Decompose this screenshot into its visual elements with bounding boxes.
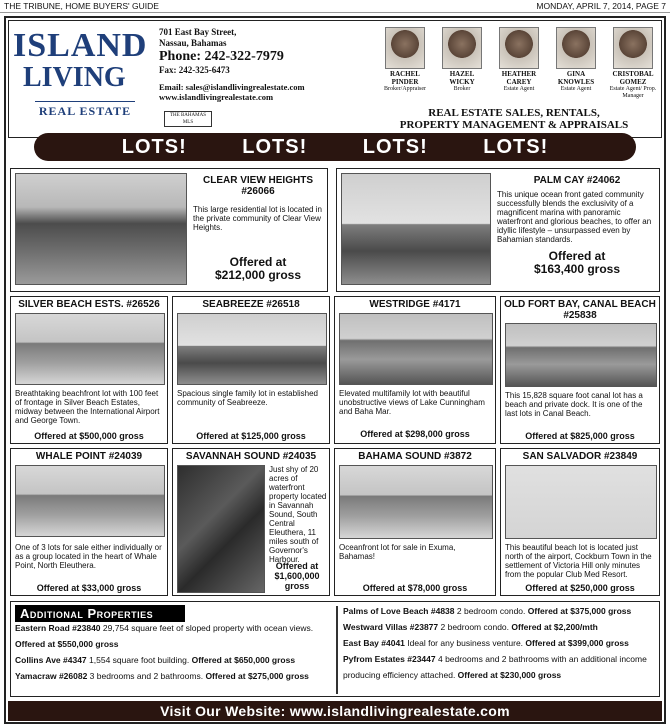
listing-silver-beach	[10, 296, 168, 444]
listing-price: Offered at $298,000 gross	[360, 429, 470, 439]
listing-price: Offered at $500,000 gross	[34, 431, 144, 441]
listing-title: BAHAMA SOUND #3872	[358, 451, 472, 462]
listing-price: $1,600,000	[274, 571, 320, 581]
contact-info	[159, 27, 369, 102]
property-price: Offered at $230,000 gross	[455, 670, 562, 680]
address-line-2: Nassau, Bahamas	[159, 38, 227, 48]
gross-label: gross	[284, 581, 310, 591]
agent-card	[607, 27, 659, 107]
agent-photo	[499, 27, 539, 69]
mls-badge: THE BAHAMAS MLS	[164, 111, 212, 127]
listing-photo	[15, 313, 165, 385]
listing-title: SAVANNAH SOUND #24035	[185, 451, 317, 462]
listing-photo	[505, 323, 657, 387]
agent-role: Estate Agent/ Prop. Manager	[609, 86, 657, 99]
listing-description: This unique ocean front gated community successfully blends the exclusivity of a magnificent marina with panoramic waterfront and glorious beaches, to offer an idyllic lifestyle – unsurpassed even by Bahamian standards.	[497, 190, 652, 244]
listing-clear-view-heights	[10, 168, 328, 292]
agent-role: Estate Agent	[503, 86, 535, 92]
offered-label: Offered at	[275, 561, 319, 571]
lots-banner-word: LOTS!	[121, 135, 187, 158]
page-header-bar	[0, 0, 670, 13]
agent-photo	[556, 27, 596, 69]
listing-description: Elevated multifamily lot with beautiful unobstructive views of Lake Cunningham and Baha Mar.	[339, 389, 485, 416]
listing-savannah-sound	[172, 448, 330, 596]
agent-first-name: GINA	[566, 70, 586, 78]
services-tagline	[369, 107, 659, 131]
additional-left-column	[15, 620, 331, 684]
agent-roster	[379, 27, 659, 107]
agent-last-name: PINDER	[391, 77, 419, 86]
agent-card	[550, 27, 602, 107]
tagline-line-2: PROPERTY MANAGEMENT & APPRAISALS	[399, 119, 629, 131]
property-text: 29,754 square feet of sloped property with ocean views.	[100, 623, 314, 633]
listing-photo	[505, 465, 657, 539]
email-address: Email: sales@islandlivingrealestate.com	[159, 82, 305, 92]
listing-photo	[15, 465, 165, 537]
property-name: Yamacraw #26082	[15, 671, 88, 681]
listing-price: Offered at $250,000 gross	[525, 583, 635, 593]
property-name: Pyfrom Estates #23447	[343, 654, 436, 664]
publication-label: THE TRIBUNE, HOME BUYERS' GUIDE	[4, 1, 159, 11]
phone-number: Phone: 242-322-7979	[159, 49, 284, 64]
agent-photo	[613, 27, 653, 69]
column-divider	[336, 606, 338, 694]
listing-description: Spacious single family lot in established community of Seabreeze.	[177, 389, 318, 407]
tagline-line-1: REAL ESTATE SALES, RENTALS,	[428, 107, 600, 119]
listing-westridge	[334, 296, 496, 444]
listing-title: WESTRIDGE #4171	[369, 299, 461, 310]
listing-photo	[341, 173, 491, 285]
listing-bahama-sound	[334, 448, 496, 596]
property-entry	[343, 619, 657, 635]
property-text: 1,554 square foot building.	[86, 655, 190, 665]
agent-first-name: RACHEL	[390, 70, 420, 78]
property-price: Offered at $650,000 gross	[189, 655, 296, 665]
listing-photo	[15, 173, 187, 285]
property-name: Collins Ave #4347	[15, 655, 87, 665]
website-url: www.islandlivingrealestate.com	[159, 92, 274, 102]
listing-description: This 15,828 square foot canal lot has a beach and private dock. It is one of the last lots in Canal Beach.	[505, 391, 643, 418]
fax-number: Fax: 242-325-6473	[159, 65, 230, 75]
listing-description: Oceanfront lot for sale in Exuma, Bahamas!	[339, 543, 456, 561]
agent-last-name: WICKY	[449, 77, 475, 86]
property-name: East Bay #4041	[343, 638, 405, 648]
property-text: 4 bedrooms and 2 bathrooms with an additional income producing efficiency attached.	[343, 654, 647, 680]
additional-properties	[10, 601, 660, 697]
listing-title: PALM CAY #24062	[533, 175, 621, 186]
listing-number: #26066	[241, 186, 275, 197]
lots-banner-word: LOTS!	[242, 135, 308, 158]
agent-card	[379, 27, 431, 107]
property-text: 2 bedroom condo.	[454, 606, 526, 616]
listing-title: OLD FORT BAY, CANAL BEACH #25838	[504, 299, 656, 321]
listing-price: Offered at $125,000 gross	[196, 431, 306, 441]
listing-map	[177, 465, 265, 593]
address-line-1: 701 East Bay Street,	[159, 27, 237, 37]
listing-photo	[339, 465, 493, 539]
listing-photo	[177, 313, 327, 385]
listing-price: $163,400 gross	[533, 262, 621, 276]
agent-card	[493, 27, 545, 107]
listing-price: Offered at $78,000 gross	[362, 583, 468, 593]
agent-last-name: GOMEZ	[619, 77, 647, 86]
agent-photo	[442, 27, 482, 69]
property-price: Offered at $2,200/mth	[509, 622, 598, 632]
property-entry	[15, 668, 331, 684]
property-name: Westward Villas #23877	[343, 622, 439, 632]
listing-description: One of 3 lots for sale either individually or as a group located in the heart of Whale Point, North Eleuthera.	[15, 543, 162, 570]
agent-first-name: HEATHER	[501, 70, 537, 78]
agent-first-name: CRISTOBAL	[612, 70, 654, 78]
property-entry	[15, 652, 331, 668]
listing-description: Breathtaking beachfront lot with 100 feet of frontage in Silver Beach Estates, midway between the International Airport and George Town.	[15, 389, 160, 425]
listing-title: CLEAR VIEW HEIGHTS	[202, 175, 313, 186]
logo-line-1: ISLAND	[13, 27, 148, 64]
property-entry	[343, 651, 657, 683]
agent-last-name: CAREY	[506, 77, 532, 86]
section-header: Additional Properties	[15, 605, 185, 622]
agency-header	[8, 20, 662, 138]
agent-card	[436, 27, 488, 107]
property-price: Offered at $399,000 gross	[523, 638, 629, 648]
lots-banner-word: LOTS!	[362, 135, 428, 158]
listing-old-fort-bay	[500, 296, 660, 444]
property-entry	[343, 635, 657, 651]
listing-price: Offered at $33,000 gross	[36, 583, 142, 593]
agent-role: Estate Agent	[560, 86, 592, 92]
listing-seabreeze	[172, 296, 330, 444]
listing-whale-point	[10, 448, 168, 596]
listing-title: SILVER BEACH ESTS. #26526	[18, 299, 160, 310]
listing-description: Just shy of 20 acres of waterfront property located in Savannah Sound, South Central Eleuthera, 11 miles south of Governor's Harbour.	[269, 465, 327, 564]
listing-description: This large residential lot is located in the private community of Clear View Heights.	[193, 205, 322, 232]
agent-role: Broker/Appraiser	[384, 86, 426, 92]
listing-palm-cay	[336, 168, 660, 292]
property-text: Ideal for any business venture.	[404, 638, 524, 648]
listing-price: Offered at $825,000 gross	[525, 431, 635, 441]
agent-last-name: KNOWLES	[557, 77, 595, 86]
logo-line-3: REAL ESTATE	[35, 101, 135, 119]
logo-line-2: LIVING	[23, 62, 126, 93]
listing-photo	[339, 313, 493, 385]
lots-banner-word: LOTS!	[483, 135, 549, 158]
date-page-label: MONDAY, APRIL 7, 2014, PAGE 7	[536, 1, 666, 11]
property-name: Eastern Road #23840	[15, 623, 101, 633]
website-footer[interactable]: Visit Our Website: www.islandlivingrealestate.com	[8, 701, 662, 721]
property-price: Offered at $375,000 gross	[525, 606, 632, 616]
listing-san-salvador	[500, 448, 660, 596]
offered-label: Offered at	[548, 249, 606, 263]
listing-title: SEABREEZE #26518	[202, 299, 300, 310]
property-entry	[15, 620, 331, 652]
property-name: Palms of Love Beach #4838	[343, 606, 455, 616]
additional-right-column	[343, 603, 657, 683]
property-entry	[343, 603, 657, 619]
agent-role: Broker	[453, 86, 471, 92]
property-price: Offered at $550,000 gross	[15, 639, 119, 649]
agent-photo	[385, 27, 425, 69]
listing-price: $212,000 gross	[214, 268, 302, 282]
listing-title: SAN SALVADOR #23849	[522, 451, 638, 462]
listing-description: This beautiful beach lot is located just north of the airport, Cockburn Town in the settlement of Victoria Hill only minutes from the popular Club Med Resort.	[505, 543, 652, 579]
property-price: Offered at $275,000 gross	[203, 671, 309, 681]
property-text: 2 bedroom condo.	[438, 622, 510, 632]
property-text: 3 bedrooms and 2 bathrooms.	[87, 671, 204, 681]
lots-banner	[34, 133, 636, 161]
company-logo	[13, 29, 153, 129]
offered-label: Offered at	[229, 255, 287, 269]
listing-title: WHALE POINT #24039	[35, 451, 143, 462]
agent-first-name: HAZEL	[449, 70, 475, 78]
